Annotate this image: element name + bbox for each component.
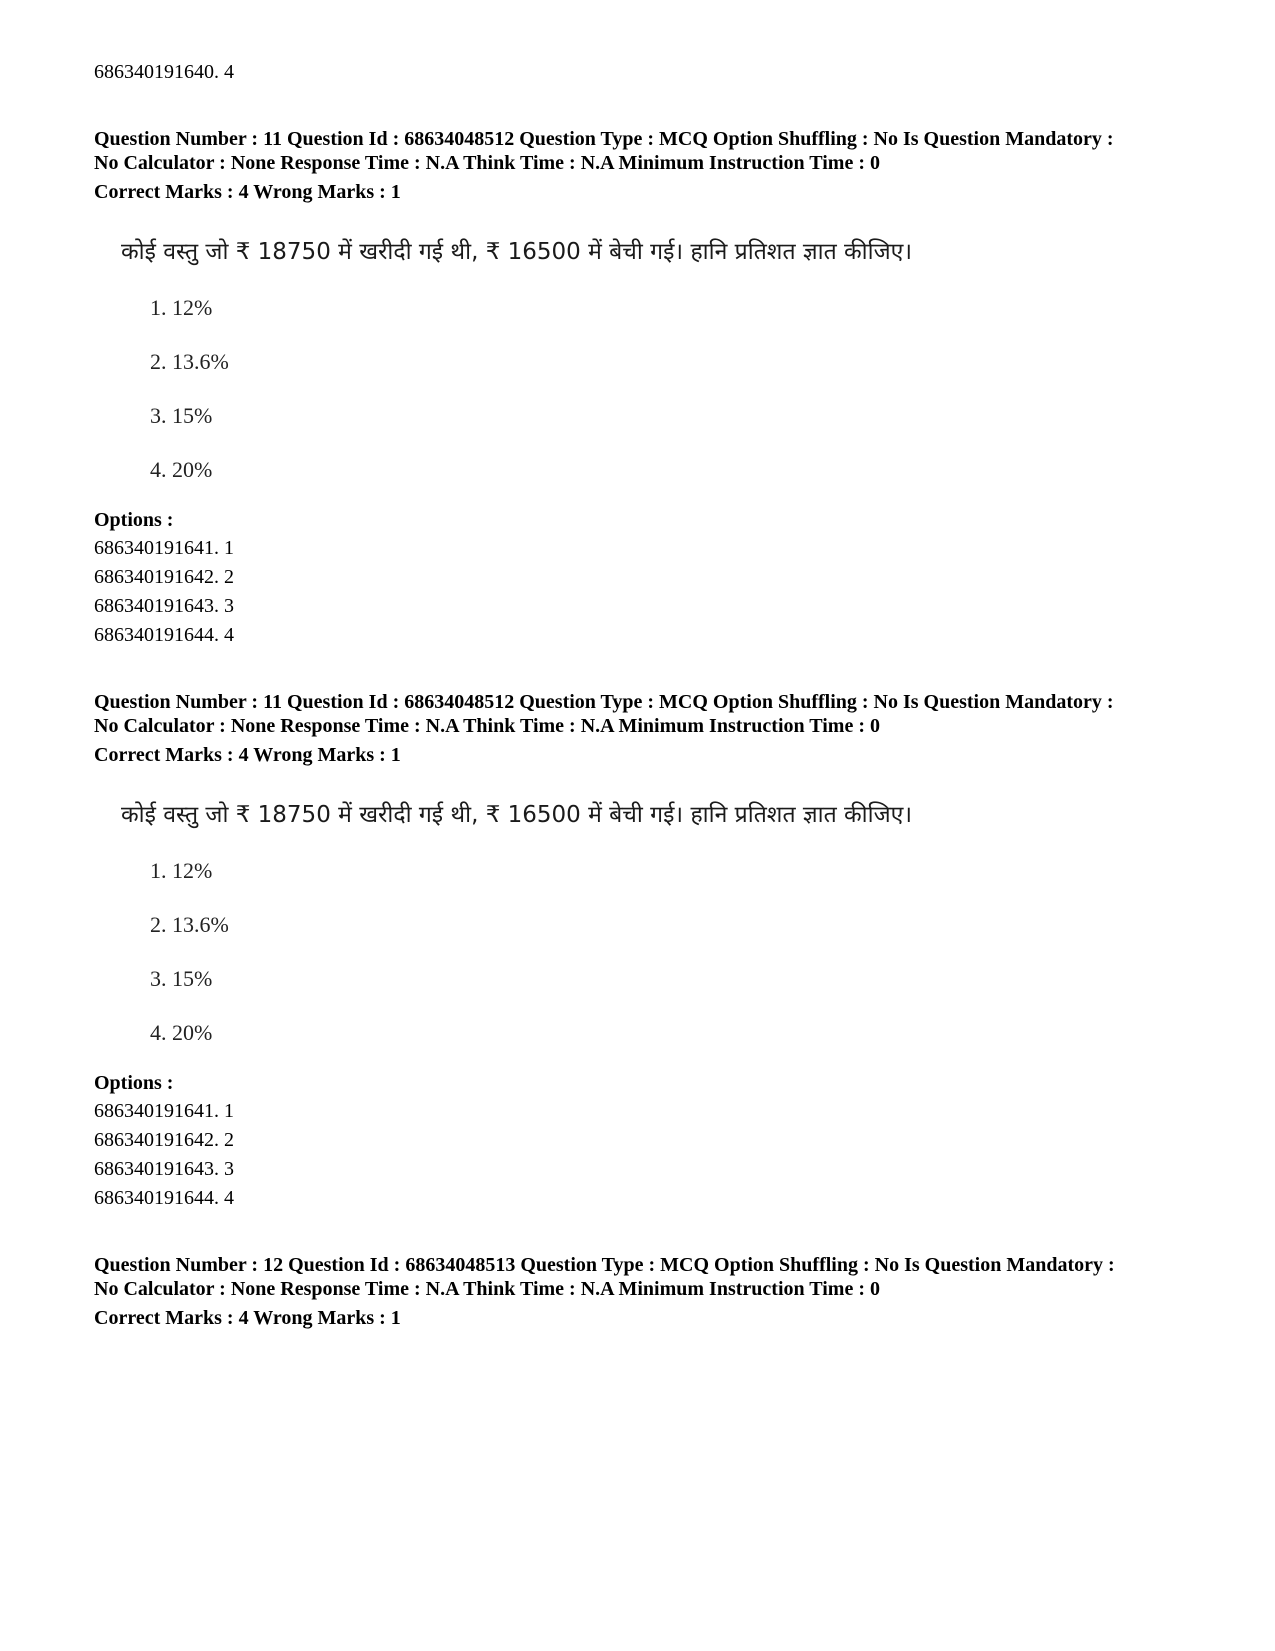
question-header-line2: No Calculator : None Response Time : N.A Think Time : N.A Minimum Instruction Time : 0 xyxy=(94,152,880,174)
option-line: 686340191640. 4 xyxy=(94,61,234,83)
options-label: Options : xyxy=(94,509,174,531)
option-line: 686340191641. 1 xyxy=(94,537,234,559)
question-marks: Correct Marks : 4 Wrong Marks : 1 xyxy=(94,744,401,766)
question-option: 4. 20% xyxy=(150,1020,213,1045)
option-line: 686340191642. 2 xyxy=(94,566,234,588)
question-option: 4. 20% xyxy=(150,457,213,482)
question-header-line1: Question Number : 12 Question Id : 68634048513 Question Type : MCQ Option Shuffling : No Is Question Mandatory : xyxy=(94,1254,1115,1276)
question-option: 3. 15% xyxy=(150,403,213,428)
question-header-line1: Question Number : 11 Question Id : 68634048512 Question Type : MCQ Option Shuffling : No Is Question Mandatory : xyxy=(94,691,1114,713)
question-marks: Correct Marks : 4 Wrong Marks : 1 xyxy=(94,181,401,203)
question-text: कोई वस्तु जो ₹ 18750 में खरीदी गई थी, ₹ 16500 में बेची गई। हानि प्रतिशत ज्ञात कीजिए। xyxy=(121,239,913,265)
question-option: 1. 12% xyxy=(150,295,213,320)
option-line: 686340191644. 4 xyxy=(94,1187,234,1209)
options-label: Options : xyxy=(94,1072,174,1094)
option-line: 686340191642. 2 xyxy=(94,1129,234,1151)
question-option: 3. 15% xyxy=(150,966,213,991)
question-marks: Correct Marks : 4 Wrong Marks : 1 xyxy=(94,1307,401,1329)
option-line: 686340191643. 3 xyxy=(94,1158,234,1180)
option-line: 686340191644. 4 xyxy=(94,624,234,646)
question-option: 2. 13.6% xyxy=(150,349,229,374)
question-text: कोई वस्तु जो ₹ 18750 में खरीदी गई थी, ₹ 16500 में बेची गई। हानि प्रतिशत ज्ञात कीजिए। xyxy=(121,802,913,828)
option-line: 686340191641. 1 xyxy=(94,1100,234,1122)
question-header-line2: No Calculator : None Response Time : N.A Think Time : N.A Minimum Instruction Time : 0 xyxy=(94,715,880,737)
question-option: 2. 13.6% xyxy=(150,912,229,937)
question-option: 1. 12% xyxy=(150,858,213,883)
option-line: 686340191643. 3 xyxy=(94,595,234,617)
question-header-line2: No Calculator : None Response Time : N.A Think Time : N.A Minimum Instruction Time : 0 xyxy=(94,1278,880,1300)
question-header-line1: Question Number : 11 Question Id : 68634048512 Question Type : MCQ Option Shuffling : No Is Question Mandatory : xyxy=(94,128,1114,150)
